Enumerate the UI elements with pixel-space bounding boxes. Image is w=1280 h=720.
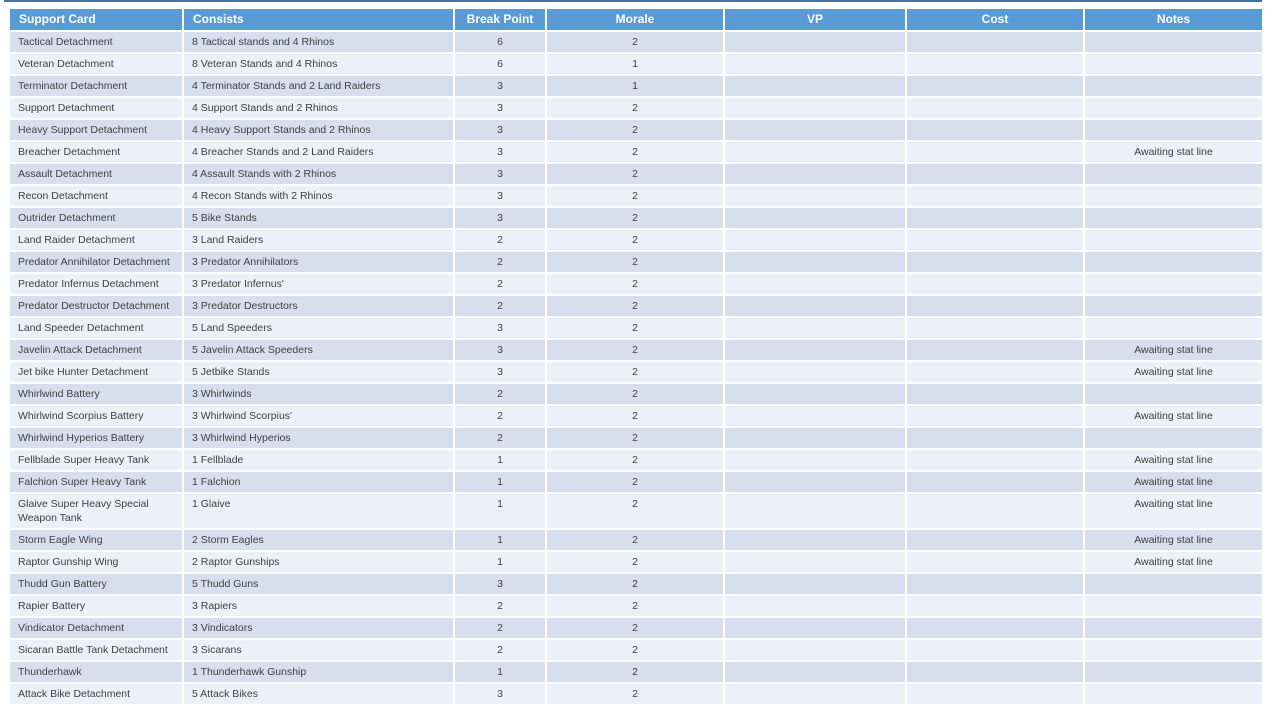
cell-notes — [1084, 295, 1263, 317]
table-row — [9, 295, 1263, 317]
cell-support-card: Recon Detachment — [9, 185, 183, 207]
table-row — [9, 207, 1263, 229]
table-row — [9, 529, 1263, 551]
cell-morale: 2 — [546, 119, 724, 141]
cell-vp — [724, 163, 906, 185]
cell-notes — [1084, 661, 1263, 683]
cell-break-point: 1 — [454, 551, 546, 573]
table-row — [9, 471, 1263, 493]
cell-morale: 2 — [546, 163, 724, 185]
cell-morale: 2 — [546, 683, 724, 705]
cell-support-card: Rapier Battery — [9, 595, 183, 617]
cell-notes — [1084, 617, 1263, 639]
cell-vp — [724, 119, 906, 141]
cell-morale: 2 — [546, 639, 724, 661]
cell-support-card: Whirlwind Scorpius Battery — [9, 405, 183, 427]
cell-notes — [1084, 595, 1263, 617]
cell-support-card: Raptor Gunship Wing — [9, 551, 183, 573]
cell-vp — [724, 251, 906, 273]
cell-vp — [724, 361, 906, 383]
cell-break-point: 1 — [454, 661, 546, 683]
cell-support-card: Fellblade Super Heavy Tank — [9, 449, 183, 471]
cell-consists: 3 Sicarans — [183, 639, 454, 661]
cell-morale: 2 — [546, 185, 724, 207]
cell-support-card: Thudd Gun Battery — [9, 573, 183, 595]
cell-morale: 2 — [546, 617, 724, 639]
cell-notes: Awaiting stat line — [1084, 551, 1263, 573]
cell-notes — [1084, 185, 1263, 207]
cell-break-point: 3 — [454, 141, 546, 163]
cell-cost — [906, 141, 1084, 163]
cell-vp — [724, 97, 906, 119]
cell-consists: 4 Assault Stands with 2 Rhinos — [183, 163, 454, 185]
cell-break-point: 3 — [454, 185, 546, 207]
cell-consists: 5 Javelin Attack Speeders — [183, 339, 454, 361]
column-header: Cost — [906, 8, 1084, 31]
table-row — [9, 551, 1263, 573]
cell-support-card: Breacher Detachment — [9, 141, 183, 163]
cell-notes: Awaiting stat line — [1084, 339, 1263, 361]
cell-morale: 2 — [546, 317, 724, 339]
table-row — [9, 273, 1263, 295]
table-row — [9, 361, 1263, 383]
cell-cost — [906, 661, 1084, 683]
cell-notes — [1084, 229, 1263, 251]
cell-consists: 5 Thudd Guns — [183, 573, 454, 595]
column-header: Support Card — [9, 8, 183, 31]
cell-notes — [1084, 573, 1263, 595]
cell-cost — [906, 551, 1084, 573]
table-row — [9, 53, 1263, 75]
cell-cost — [906, 639, 1084, 661]
cell-cost — [906, 119, 1084, 141]
cell-notes — [1084, 207, 1263, 229]
cell-support-card: Thunderhawk — [9, 661, 183, 683]
cell-break-point: 2 — [454, 251, 546, 273]
table-row — [9, 427, 1263, 449]
cell-morale: 1 — [546, 53, 724, 75]
cell-support-card: Support Detachment — [9, 97, 183, 119]
cell-vp — [724, 53, 906, 75]
cell-consists: 5 Jetbike Stands — [183, 361, 454, 383]
cell-consists: 3 Whirlwind Hyperios — [183, 427, 454, 449]
cell-break-point: 3 — [454, 683, 546, 705]
cell-break-point: 3 — [454, 317, 546, 339]
cell-cost — [906, 493, 1084, 529]
cell-cost — [906, 273, 1084, 295]
cell-vp — [724, 427, 906, 449]
cell-morale: 2 — [546, 529, 724, 551]
cell-vp — [724, 595, 906, 617]
cell-consists: 2 Raptor Gunships — [183, 551, 454, 573]
cell-cost — [906, 449, 1084, 471]
cell-support-card: Heavy Support Detachment — [9, 119, 183, 141]
cell-consists: 1 Thunderhawk Gunship — [183, 661, 454, 683]
cell-vp — [724, 529, 906, 551]
cell-break-point: 2 — [454, 595, 546, 617]
cell-break-point: 3 — [454, 207, 546, 229]
cell-vp — [724, 551, 906, 573]
cell-vp — [724, 75, 906, 97]
cell-cost — [906, 53, 1084, 75]
column-header: VP — [724, 8, 906, 31]
cell-vp — [724, 317, 906, 339]
table-row — [9, 119, 1263, 141]
cell-notes — [1084, 97, 1263, 119]
table-row — [9, 251, 1263, 273]
cell-vp — [724, 493, 906, 529]
column-header: Consists — [183, 8, 454, 31]
cell-morale: 2 — [546, 449, 724, 471]
table-row — [9, 449, 1263, 471]
cell-morale: 1 — [546, 75, 724, 97]
table-row — [9, 617, 1263, 639]
cell-notes — [1084, 427, 1263, 449]
cell-notes — [1084, 53, 1263, 75]
cell-consists: 3 Whirlwind Scorpius' — [183, 405, 454, 427]
cell-cost — [906, 529, 1084, 551]
cell-morale: 2 — [546, 295, 724, 317]
cell-cost — [906, 427, 1084, 449]
table-row — [9, 229, 1263, 251]
cell-morale: 2 — [546, 471, 724, 493]
cell-vp — [724, 639, 906, 661]
cell-consists: 3 Whirlwinds — [183, 383, 454, 405]
cell-break-point: 3 — [454, 119, 546, 141]
header-row — [9, 8, 1263, 31]
cell-consists: 3 Land Raiders — [183, 229, 454, 251]
table-row — [9, 493, 1263, 529]
cell-morale: 2 — [546, 595, 724, 617]
cell-consists: 8 Tactical stands and 4 Rhinos — [183, 31, 454, 53]
table-row — [9, 683, 1263, 705]
cell-morale: 2 — [546, 251, 724, 273]
cell-support-card: Predator Annihilator Detachment — [9, 251, 183, 273]
cell-vp — [724, 449, 906, 471]
cell-notes — [1084, 75, 1263, 97]
cell-break-point: 6 — [454, 31, 546, 53]
cell-break-point: 2 — [454, 405, 546, 427]
cell-break-point: 1 — [454, 449, 546, 471]
cell-consists: 1 Fellblade — [183, 449, 454, 471]
cell-morale: 2 — [546, 573, 724, 595]
cell-notes — [1084, 683, 1263, 705]
cell-notes: Awaiting stat line — [1084, 449, 1263, 471]
cell-notes — [1084, 273, 1263, 295]
cell-consists: 3 Predator Infernus' — [183, 273, 454, 295]
cell-vp — [724, 229, 906, 251]
cell-break-point: 2 — [454, 229, 546, 251]
table-row — [9, 75, 1263, 97]
table-row — [9, 163, 1263, 185]
column-header: Morale — [546, 8, 724, 31]
cell-support-card: Veteran Detachment — [9, 53, 183, 75]
cell-morale: 2 — [546, 207, 724, 229]
cell-cost — [906, 295, 1084, 317]
cell-support-card: Land Speeder Detachment — [9, 317, 183, 339]
cell-cost — [906, 683, 1084, 705]
cell-break-point: 2 — [454, 383, 546, 405]
cell-support-card: Outrider Detachment — [9, 207, 183, 229]
cell-cost — [906, 185, 1084, 207]
cell-consists: 3 Predator Destructors — [183, 295, 454, 317]
cell-support-card: Land Raider Detachment — [9, 229, 183, 251]
cell-vp — [724, 185, 906, 207]
cell-break-point: 3 — [454, 75, 546, 97]
cell-break-point: 3 — [454, 163, 546, 185]
cell-cost — [906, 573, 1084, 595]
cell-notes — [1084, 163, 1263, 185]
cell-notes: Awaiting stat line — [1084, 471, 1263, 493]
cell-cost — [906, 383, 1084, 405]
cell-notes — [1084, 317, 1263, 339]
cell-morale: 2 — [546, 427, 724, 449]
cell-consists: 4 Support Stands and 2 Rhinos — [183, 97, 454, 119]
cell-consists: 5 Land Speeders — [183, 317, 454, 339]
cell-break-point: 3 — [454, 97, 546, 119]
table-row — [9, 573, 1263, 595]
table-row — [9, 97, 1263, 119]
column-header: Break Point — [454, 8, 546, 31]
cell-morale: 2 — [546, 141, 724, 163]
cell-vp — [724, 661, 906, 683]
cell-vp — [724, 471, 906, 493]
cell-consists: 2 Storm Eagles — [183, 529, 454, 551]
cell-support-card: Tactical Detachment — [9, 31, 183, 53]
cell-vp — [724, 339, 906, 361]
cell-support-card: Assault Detachment — [9, 163, 183, 185]
cell-support-card: Glaive Super Heavy Special Weapon Tank — [9, 493, 183, 529]
table-row — [9, 405, 1263, 427]
cell-support-card: Predator Infernus Detachment — [9, 273, 183, 295]
cell-support-card: Jet bike Hunter Detachment — [9, 361, 183, 383]
table-row — [9, 141, 1263, 163]
cell-vp — [724, 273, 906, 295]
cell-consists: 1 Falchion — [183, 471, 454, 493]
cell-consists: 5 Bike Stands — [183, 207, 454, 229]
cell-cost — [906, 361, 1084, 383]
table-row — [9, 31, 1263, 53]
cell-cost — [906, 317, 1084, 339]
cell-cost — [906, 251, 1084, 273]
cell-support-card: Whirlwind Hyperios Battery — [9, 427, 183, 449]
cell-vp — [724, 617, 906, 639]
cell-notes — [1084, 639, 1263, 661]
cell-break-point: 3 — [454, 573, 546, 595]
cell-vp — [724, 383, 906, 405]
cell-support-card: Javelin Attack Detachment — [9, 339, 183, 361]
table-row — [9, 595, 1263, 617]
cell-cost — [906, 163, 1084, 185]
support-card-table — [8, 7, 1264, 706]
cell-consists: 5 Attack Bikes — [183, 683, 454, 705]
cell-consists: 1 Glaive — [183, 493, 454, 529]
cell-cost — [906, 405, 1084, 427]
cell-consists: 4 Breacher Stands and 2 Land Raiders — [183, 141, 454, 163]
cell-morale: 2 — [546, 661, 724, 683]
cell-vp — [724, 207, 906, 229]
cell-break-point: 6 — [454, 53, 546, 75]
cell-cost — [906, 229, 1084, 251]
cell-break-point: 1 — [454, 471, 546, 493]
cell-morale: 2 — [546, 383, 724, 405]
cell-consists: 4 Terminator Stands and 2 Land Raiders — [183, 75, 454, 97]
table-row — [9, 661, 1263, 683]
cell-break-point: 2 — [454, 617, 546, 639]
cell-consists: 8 Veteran Stands and 4 Rhinos — [183, 53, 454, 75]
cell-morale: 2 — [546, 97, 724, 119]
cell-cost — [906, 97, 1084, 119]
cell-support-card: Sicaran Battle Tank Detachment — [9, 639, 183, 661]
cell-support-card: Vindicator Detachment — [9, 617, 183, 639]
table-row — [9, 383, 1263, 405]
cell-break-point: 2 — [454, 639, 546, 661]
cell-cost — [906, 339, 1084, 361]
cell-notes: Awaiting stat line — [1084, 141, 1263, 163]
cell-notes — [1084, 383, 1263, 405]
cell-morale: 2 — [546, 361, 724, 383]
cell-support-card: Falchion Super Heavy Tank — [9, 471, 183, 493]
cell-morale: 2 — [546, 551, 724, 573]
cell-break-point: 3 — [454, 361, 546, 383]
cell-vp — [724, 683, 906, 705]
cell-notes: Awaiting stat line — [1084, 529, 1263, 551]
table-top-border — [4, 0, 1262, 2]
cell-support-card: Whirlwind Battery — [9, 383, 183, 405]
cell-cost — [906, 471, 1084, 493]
cell-cost — [906, 31, 1084, 53]
table-header — [9, 8, 1263, 31]
cell-vp — [724, 405, 906, 427]
cell-consists: 4 Heavy Support Stands and 2 Rhinos — [183, 119, 454, 141]
cell-morale: 2 — [546, 31, 724, 53]
cell-morale: 2 — [546, 493, 724, 529]
cell-support-card: Predator Destructor Detachment — [9, 295, 183, 317]
cell-break-point: 2 — [454, 427, 546, 449]
cell-break-point: 2 — [454, 295, 546, 317]
cell-break-point: 3 — [454, 339, 546, 361]
cell-notes: Awaiting stat line — [1084, 405, 1263, 427]
cell-break-point: 2 — [454, 273, 546, 295]
cell-consists: 3 Predator Annihilators — [183, 251, 454, 273]
table-row — [9, 317, 1263, 339]
cell-vp — [724, 573, 906, 595]
cell-notes — [1084, 119, 1263, 141]
cell-notes — [1084, 251, 1263, 273]
cell-support-card: Terminator Detachment — [9, 75, 183, 97]
table-row — [9, 339, 1263, 361]
table-row — [9, 639, 1263, 661]
table-row — [9, 185, 1263, 207]
cell-morale: 2 — [546, 405, 724, 427]
cell-support-card: Storm Eagle Wing — [9, 529, 183, 551]
cell-vp — [724, 295, 906, 317]
cell-morale: 2 — [546, 273, 724, 295]
cell-consists: 3 Vindicators — [183, 617, 454, 639]
cell-cost — [906, 207, 1084, 229]
cell-vp — [724, 141, 906, 163]
column-header: Notes — [1084, 8, 1263, 31]
cell-morale: 2 — [546, 339, 724, 361]
cell-cost — [906, 75, 1084, 97]
cell-break-point: 1 — [454, 529, 546, 551]
cell-consists: 3 Rapiers — [183, 595, 454, 617]
cell-notes: Awaiting stat line — [1084, 361, 1263, 383]
cell-cost — [906, 595, 1084, 617]
cell-notes — [1084, 31, 1263, 53]
cell-cost — [906, 617, 1084, 639]
cell-consists: 4 Recon Stands with 2 Rhinos — [183, 185, 454, 207]
cell-morale: 2 — [546, 229, 724, 251]
cell-break-point: 1 — [454, 493, 546, 529]
cell-vp — [724, 31, 906, 53]
cell-notes: Awaiting stat line — [1084, 493, 1263, 529]
table-body — [9, 31, 1263, 705]
cell-support-card: Attack Bike Detachment — [9, 683, 183, 705]
